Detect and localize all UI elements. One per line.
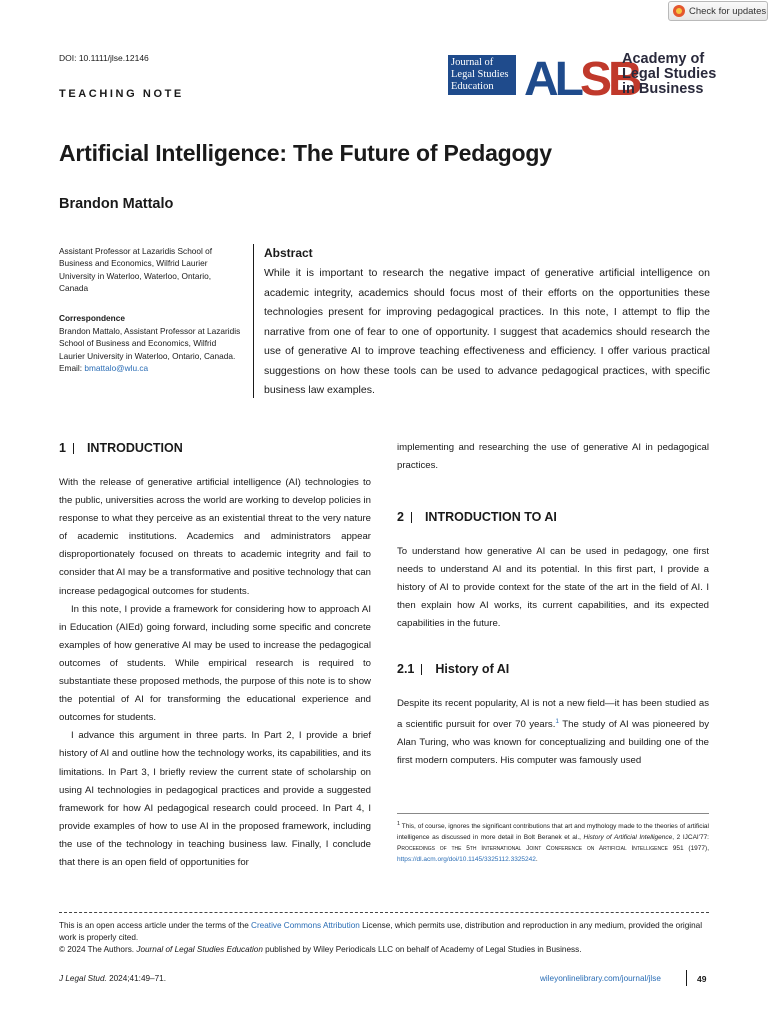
copyright-text-b: published by Wiley Periodicals LLC on behalf of Academy of Legal Studies in Business. <box>262 945 582 955</box>
correspondence-text: Brandon Mattalo, Assistant Professor at Lazaridis School of Business and Economics, Wilfrid Laurier University in Waterloo, Ontario, Canada. <box>59 326 241 361</box>
section-1-title: INTRODUCTION <box>86 441 183 455</box>
heading-divider <box>421 664 422 675</box>
journal-logo-line-3: Education <box>451 81 494 92</box>
cc-license-link[interactable]: Creative Commons Attribution <box>251 921 360 930</box>
footnote-smallcaps: Proceedings of the 5th International Joint Conference on Artificial Intelligence <box>397 845 669 853</box>
alsb-line-1: Academy of <box>622 51 705 67</box>
article-title: Artificial Intelligence: The Future of Pedagogy <box>59 140 552 166</box>
alsb-logo-text <box>622 52 716 97</box>
left-column <box>59 474 371 872</box>
heading-divider <box>73 443 74 454</box>
footnote-ref-link[interactable]: 1 <box>555 718 560 726</box>
paragraph-text-a: Despite its recent popularity, AI is not a new field—it has been studied as a scientific pursuit for over 70 years. <box>397 698 709 731</box>
section-1-heading <box>59 441 183 455</box>
section-2-title: INTRODUCTION TO AI <box>424 510 557 524</box>
email-link[interactable]: bmattalo@wlu.ca <box>84 363 149 374</box>
copyright-line <box>59 944 713 956</box>
alsb-line-2: Legal Studies <box>622 66 717 82</box>
alsb-line-3: in Business <box>622 81 704 97</box>
journal-name: Journal of Legal Studies Education <box>136 945 263 955</box>
section-label: TEACHING NOTE <box>59 88 184 100</box>
check-for-updates-label: Check for updates <box>689 5 767 17</box>
citation-journal: J Legal Stud. <box>59 974 107 983</box>
section-2-1-heading <box>397 662 509 676</box>
footer-divider <box>686 970 687 986</box>
section-2-number: 2 <box>397 510 404 524</box>
author-affiliation: Assistant Professor at Lazaridis School of Business and Economics, Wilfrid Laurier University in Waterloo, Waterloo, Ontario, Canada <box>59 246 213 294</box>
section-2-heading <box>397 510 557 524</box>
email-label: Email: <box>59 363 85 374</box>
section-2-1-number: 2.1 <box>397 662 415 676</box>
copyright-text-a: © 2024 The Authors. <box>59 945 137 955</box>
abstract-rule <box>253 244 254 398</box>
license-divider <box>59 912 709 913</box>
section-2-1-title: History of AI <box>435 662 510 676</box>
footnote-text-d: . <box>535 856 538 864</box>
section-2-paragraph: To understand how generative AI can be used in pedagogy, one first needs to understand AI and its potential. In this first part, I provide a history of AI to provide context for the state of the art in the field of AI. I then explain how AI works, its current capabilities, and its expected capabilities in the future. <box>397 546 709 630</box>
license-text-a: This is an open access article under the terms of the <box>59 921 252 930</box>
footnote-url-link[interactable]: https://dl.acm.org/doi/10.1145/3325112.3325242 <box>397 856 536 864</box>
journal-logo <box>448 55 516 95</box>
paragraph: With the release of generative artificial intelligence (AI) technologies to the public, universities across the world are working to develop policies in response to what they perceive as an existential threat to the very nature of academic institutions. Academics and administrators appear disproportionately focused on threats to academic integrity and fail to consider that AI may be a transformative and positive technology that can increase pedagogical outcomes for students. <box>59 477 371 597</box>
footnote-text-b: , 2 IJCAI'77: <box>672 834 709 842</box>
footnote-italic: History of Artificial Intelligence <box>583 834 673 842</box>
paragraph: I advance this argument in three parts. In Part 2, I provide a brief history of AI and outline how the technology works, its capabilities, and its limitations. In Part 3, I briefly review the current state of scholarship on using AI technologies in pedagogical practices and provide a suggested framework for how AI pedagogical research could proceed. In Part 4, I provide examples of how to use AI in the proposed framework, including the use of the technology in teaching business law. Finally, I conclude that there is an open field of opportunities for <box>59 730 371 868</box>
citation <box>59 974 166 983</box>
footnote-text-a: This, of course, ignores the significant contributions that art and mythology made to the theories of artificial intelligence as discussed in more detail in Bolt Beranek et al., <box>397 823 709 842</box>
heading-divider <box>411 512 412 523</box>
abstract-text: While it is important to research the negative impact of generative artificial intelligence on academic integrity, academics should focus most of their efforts on the opportunities these technologies present for improving pedagogical practices. In this note, I attempt to flip the narrative from one of fear to one of opportunity. I suggest that academics should research the use of generative AI to improve teaching effectiveness and efficiency. I offer various practical suggestions on how these tools can be used to advance pedagogical practices, with specific business law examples. <box>264 267 710 396</box>
check-for-updates-button[interactable] <box>668 1 768 21</box>
alsb-logo-mark <box>524 53 639 106</box>
journal-url-link[interactable]: wileyonlinelibrary.com/journal/jlse <box>540 974 661 983</box>
abstract-heading: Abstract <box>264 246 313 260</box>
paragraph: In this note, I provide a framework for considering how to approach AI in Education (AIEd) going forward, including some specific and concrete examples of how generative AI may be used to increase the pedagogical outcomes of students. While empirical research is required to substantiate these proposed methods, the purpose of this note is to show the potential of AI for transforming the educational experience and outcomes for students. <box>59 603 371 724</box>
citation-details: 2024;41:49–71. <box>106 974 166 983</box>
footnote-rule <box>397 813 709 814</box>
correspondence-label: Correspondence <box>59 313 125 323</box>
footnote-text-c: 951 (1977), <box>668 845 710 853</box>
license-line <box>59 920 713 944</box>
alsb-letters-sb: SB <box>579 53 639 106</box>
license-text-b: License, which permits use, distribution and reproduction in any medium, provided the original work is properly cited. <box>59 921 703 943</box>
correspondence-block <box>59 325 244 375</box>
page-number: 49 <box>697 974 707 984</box>
crossmark-icon <box>673 5 685 17</box>
journal-logo-line-1: Journal of <box>451 57 494 68</box>
alsb-letters-al: AL <box>524 53 580 106</box>
footnote-number: 1 <box>397 821 401 827</box>
doi: DOI: 10.1111/jlse.12146 <box>59 53 149 63</box>
paragraph-continued: implementing and researching the use of generative AI in pedagogical practices. <box>397 442 709 472</box>
author-name: Brandon Mattalo <box>59 196 174 212</box>
license-block <box>59 920 713 957</box>
footnote <box>397 819 709 865</box>
paragraph-text-b: The study of AI was pioneered by Alan Turing, who was known for conceptualizing and building one of the first modern computers. His computer was famously used <box>397 719 709 767</box>
section-2-1-paragraph <box>397 695 709 771</box>
journal-logo-line-2: Legal Studies <box>451 69 509 80</box>
section-1-number: 1 <box>59 441 66 455</box>
